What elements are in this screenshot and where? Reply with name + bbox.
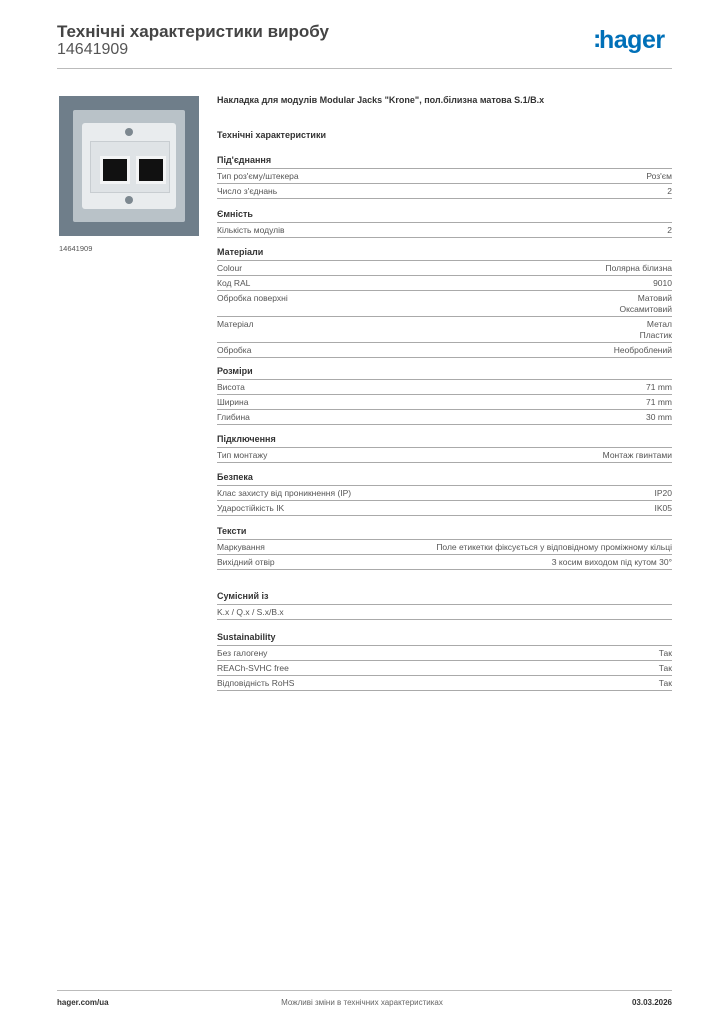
- section-title: Тексти: [217, 526, 672, 540]
- spec-section: [217, 247, 672, 358]
- section-title: Ємність: [217, 209, 672, 223]
- spec-row: [217, 448, 672, 463]
- spec-value: Матовий Оксамитовий: [619, 293, 672, 314]
- spec-section: [217, 434, 672, 463]
- spec-value: Так: [658, 663, 672, 673]
- spec-row: [217, 676, 672, 691]
- spec-row: [217, 661, 672, 676]
- spec-label: Вихідний отвір: [217, 557, 275, 567]
- cover-plate: [73, 110, 185, 222]
- spec-section: [217, 155, 672, 199]
- footer-website[interactable]: hager.com/ua: [57, 998, 109, 1007]
- spec-label: Тип монтажу: [217, 450, 268, 460]
- spec-row: [217, 410, 672, 425]
- spec-value: 71 mm: [646, 397, 672, 407]
- product-image: [59, 96, 199, 236]
- spec-value: 2: [667, 225, 672, 235]
- section-title: Сумісний із: [217, 591, 672, 605]
- spec-value: 2: [667, 186, 672, 196]
- spec-row: [217, 276, 672, 291]
- spec-label: Маркування: [217, 542, 265, 552]
- section-title: Sustainability: [217, 632, 672, 646]
- section-title: Розміри: [217, 366, 672, 380]
- spec-value: Роз'єм: [646, 171, 672, 181]
- spec-section: [217, 472, 672, 516]
- spec-row: [217, 317, 672, 343]
- section-title: Безпека: [217, 472, 672, 486]
- spec-value: Так: [658, 648, 672, 658]
- spec-row: [217, 184, 672, 199]
- spec-row: [217, 261, 672, 276]
- spec-section: [217, 526, 672, 570]
- spec-row: [217, 646, 672, 661]
- spec-label: Число з'єднань: [217, 186, 278, 196]
- spec-row: [217, 380, 672, 395]
- spec-section: [217, 591, 672, 620]
- section-title: Підключення: [217, 434, 672, 448]
- spec-label: Клас захисту від проникнення (IP): [217, 488, 352, 498]
- jack-insert: [82, 123, 176, 209]
- spec-value: Монтаж гвинтами: [602, 450, 672, 460]
- page-title: Технічні характеристики виробу: [57, 22, 329, 41]
- spec-value: Поле етикетки фіксується у відповідному проміжному кільці: [436, 542, 672, 552]
- spec-label: Ширина: [217, 397, 249, 407]
- spec-row: [217, 486, 672, 501]
- spec-row: [217, 395, 672, 410]
- spec-row: [217, 605, 672, 620]
- spec-value: З косим виходом під кутом 30°: [551, 557, 672, 567]
- spec-row: [217, 540, 672, 555]
- spec-value: Полярна білизна: [605, 263, 672, 273]
- spec-label: Матеріал: [217, 319, 254, 329]
- spec-row: [217, 501, 672, 516]
- spec-section: [217, 366, 672, 425]
- spec-value: Необроблений: [613, 345, 672, 355]
- logo-text: hager: [599, 26, 665, 54]
- spec-value: IK05: [654, 503, 672, 513]
- spec-label: Тип роз'єму/штекера: [217, 171, 299, 181]
- section-title: Під'єднання: [217, 155, 672, 169]
- spec-label: Обробка поверхні: [217, 293, 288, 303]
- tech-specs-heading: Технічні характеристики: [217, 130, 326, 140]
- product-number: 14641909: [57, 41, 129, 58]
- product-name: Накладка для модулів Modular Jacks "Krone", пол.білизна матова S.1/B.x: [217, 95, 545, 105]
- jack-opening-right: [136, 156, 166, 184]
- spec-section: [217, 209, 672, 238]
- spec-value: Так: [658, 678, 672, 688]
- spec-row: [217, 343, 672, 358]
- spec-value: IP20: [654, 488, 672, 498]
- spec-value: 71 mm: [646, 382, 672, 392]
- spec-label: Код RAL: [217, 278, 251, 288]
- spec-value: 9010: [653, 278, 672, 288]
- spec-label: Colour: [217, 263, 243, 273]
- spec-value: Метал Пластик: [639, 319, 672, 340]
- spec-label: Без галогену: [217, 648, 268, 658]
- hager-logo: [593, 26, 665, 55]
- spec-section: [217, 632, 672, 691]
- footer-disclaimer: Можливі зміни в технічних характеристиках: [281, 998, 443, 1007]
- spec-label: Кількість модулів: [217, 225, 285, 235]
- image-caption: 14641909: [59, 244, 93, 253]
- screw-hole-icon: [125, 196, 133, 204]
- spec-label: Висота: [217, 382, 245, 392]
- section-title: Матеріали: [217, 247, 672, 261]
- spec-value: 30 mm: [646, 412, 672, 422]
- spec-label: Відповідність RoHS: [217, 678, 295, 688]
- spec-row: [217, 555, 672, 570]
- spec-row: [217, 223, 672, 238]
- footer-divider: [57, 990, 672, 991]
- header-divider: [57, 68, 672, 69]
- spec-label: K.x / Q.x / S.x/B.x: [217, 607, 284, 617]
- spec-label: Обробка: [217, 345, 252, 355]
- spec-label: Ударостійкість IK: [217, 503, 285, 513]
- jack-opening-left: [100, 156, 130, 184]
- spec-row: [217, 291, 672, 317]
- screw-hole-icon: [125, 128, 133, 136]
- spec-label: Глибина: [217, 412, 250, 422]
- spec-row: [217, 169, 672, 184]
- spec-label: REACh-SVHC free: [217, 663, 289, 673]
- footer-date: 03.03.2026: [631, 998, 672, 1007]
- logo-colon-icon: :: [593, 25, 601, 53]
- jack-frame: [90, 141, 170, 193]
